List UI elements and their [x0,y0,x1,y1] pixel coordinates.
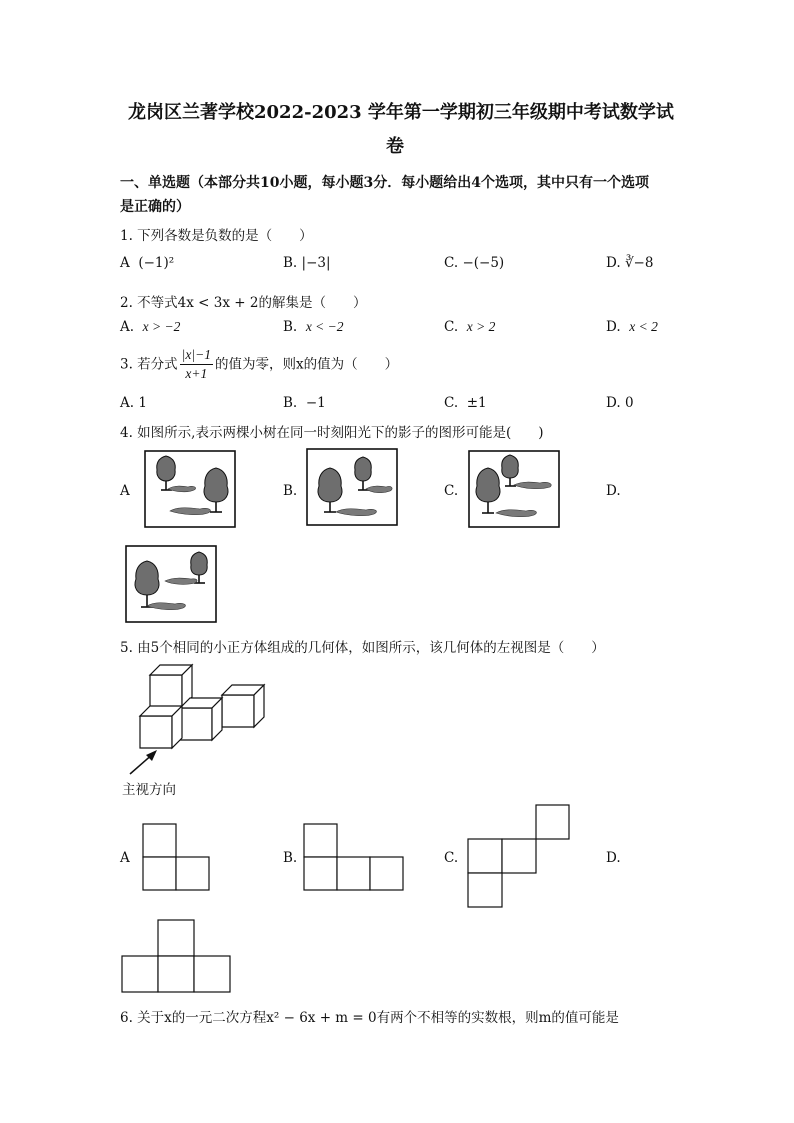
option-text: |−3| [301,255,331,271]
option-label: D. [606,395,621,411]
q4-option-b-figure[interactable] [306,448,398,526]
q1-option-b[interactable] [283,255,331,271]
question-4-stem: 4. 如图所示,表示两棵小树在同一时刻阳光下的影子的图形可能是( ) [120,425,544,441]
option-label: C. [444,255,459,271]
cube-top [150,665,192,707]
view-direction-label: 主视方向 [122,782,176,798]
option-label: B. [283,255,298,271]
q5-option-a-figure[interactable] [142,823,212,893]
option-text: (−1)² [138,255,175,271]
option-text: ±1 [466,395,487,411]
option-text: x < −2 [305,319,344,334]
fraction [180,346,213,383]
q2-option-d[interactable] [606,319,658,335]
q2-option-a[interactable] [120,319,180,335]
cube-solid-figure [130,660,270,780]
question-2-stem: 2. 不等式4x < 3x + 2的解集是（ ） [120,295,367,311]
q5-option-c-figure[interactable] [467,804,573,910]
fraction-numerator: |x|−1 [180,346,213,365]
cube-back-right [222,685,264,727]
option-label: D. [606,255,621,271]
q5-option-b-label[interactable]: B. [283,850,298,866]
page-title-line1: 龙岗区兰著学校2022-2023 学年第一学期初三年级期中考试数学试 [128,102,674,123]
option-text: x < 2 [629,319,658,334]
q1-option-d[interactable] [606,255,653,271]
option-label: C. [444,395,459,411]
section-heading-line1: 一、单选题（本部分共10小题，每小题3分．每小题给出4个选项，其中只有一个选项 [120,175,649,191]
q3-option-a[interactable] [120,395,147,411]
fraction-denominator: x+1 [185,366,208,381]
option-text: x > 2 [466,319,496,334]
q4-option-a-figure[interactable] [144,450,236,528]
q4-option-c-label[interactable]: C. [444,483,459,499]
option-label: A [120,255,130,271]
option-label: A. [120,395,135,411]
option-text: −(−5) [462,255,505,271]
question-6-stem: 6. 关于x的一元二次方程x² − 6x + m = 0有两个不相等的实数根，则m的值可能是 [120,1010,619,1026]
option-label: A. [120,319,135,335]
option-label: B. [283,319,298,335]
q3-stem-prefix: 3. 若分式 [120,356,178,373]
cube-middle [180,698,222,740]
option-label: D. [606,319,621,335]
q5-option-d-label[interactable]: D. [606,850,621,866]
q4-option-a-label[interactable]: A [120,483,130,499]
q3-stem-suffix: 的值为零，则x的值为（ ） [214,356,399,373]
view-direction-arrow-icon [130,750,157,774]
q4-option-d-label[interactable]: D. [606,483,621,499]
page-title-line2: 卷 [386,136,404,157]
q1-option-a[interactable] [120,255,174,271]
q5-option-a-label[interactable]: A [120,850,130,866]
q4-option-b-label[interactable]: B. [283,483,298,499]
q4-option-d-figure[interactable] [125,545,217,623]
option-text: 0 [624,395,634,411]
question-5-stem: 5. 由5个相同的小正方体组成的几何体，如图所示，该几何体的左视图是（ ） [120,640,605,656]
cube-front [140,706,182,748]
option-label: C. [444,319,459,335]
q3-option-d[interactable] [606,395,634,411]
q2-option-c[interactable] [444,319,495,335]
option-text: −1 [305,395,326,411]
option-label: B. [283,395,298,411]
option-text: ∛−8 [624,255,654,271]
q2-option-b[interactable] [283,319,344,335]
question-3-stem [120,346,398,383]
q5-option-c-label[interactable]: C. [444,850,459,866]
option-text: 1 [138,395,147,411]
option-text: x > −2 [142,319,181,334]
q1-option-c[interactable] [444,255,504,271]
section-heading-line2: 是正确的） [120,199,190,215]
q5-option-b-figure[interactable] [303,823,407,893]
q5-option-d-figure[interactable] [121,919,233,995]
question-1-stem: 1. 下列各数是负数的是（ ） [120,228,313,244]
q3-option-b[interactable] [283,395,326,411]
q4-option-c-figure[interactable] [468,450,560,528]
q3-option-c[interactable] [444,395,487,411]
